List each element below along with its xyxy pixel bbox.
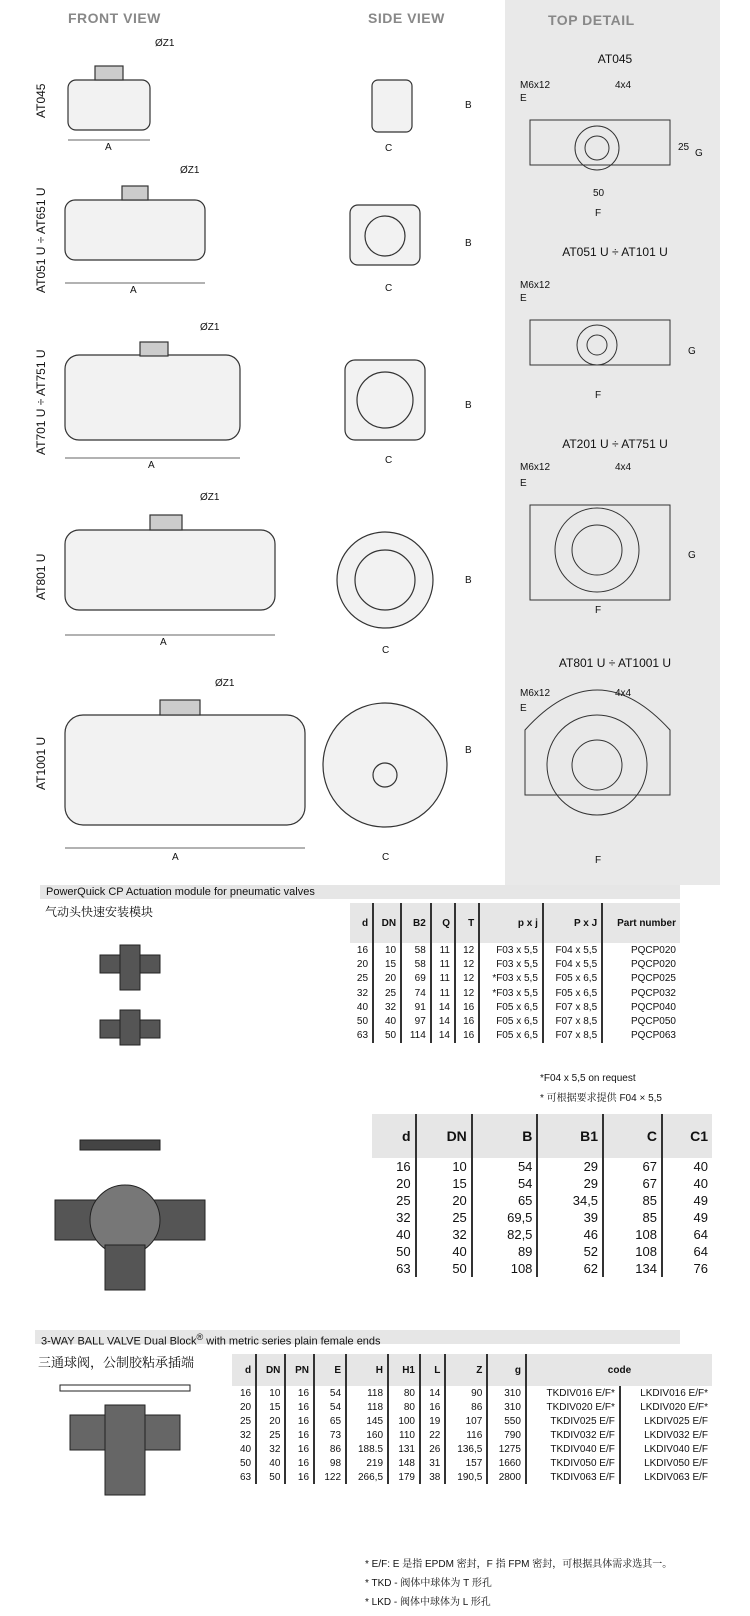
table-row xyxy=(350,957,680,971)
col-header: E xyxy=(314,1354,346,1386)
table-cell: 179 xyxy=(388,1470,420,1484)
dim-m: M6x12 xyxy=(520,688,551,699)
dim-e: E xyxy=(520,293,527,304)
table-cell: 82,5 xyxy=(472,1226,538,1243)
note: *F04 x 5,5 on request xyxy=(540,1073,636,1084)
dim-g: G xyxy=(695,148,703,159)
table-cell: 69 xyxy=(401,972,431,986)
table-cell: F05 x 6,5 xyxy=(479,1029,543,1043)
table-cell: 50 xyxy=(416,1260,472,1277)
table-cell: 11 xyxy=(431,986,455,1000)
table-cell: 16 xyxy=(285,1400,314,1414)
table-cell: TKDIV025 E/F xyxy=(526,1414,620,1428)
table-cell: LKDIV025 E/F xyxy=(620,1414,712,1428)
dim-e: E xyxy=(520,93,527,104)
dim-z1: ØZ1 xyxy=(180,165,200,176)
table-cell: 219 xyxy=(346,1456,388,1470)
table-cell: 14 xyxy=(431,1000,455,1014)
table-cell: 64 xyxy=(662,1243,712,1260)
table-row xyxy=(372,1158,712,1175)
dim-g: G xyxy=(688,550,696,561)
table-cell: 16 xyxy=(285,1386,314,1400)
col-header: PN xyxy=(285,1354,314,1386)
note: * LKD - 阀体中球体为 L 形孔 xyxy=(365,1597,491,1608)
col-header: d xyxy=(372,1114,416,1158)
table-row xyxy=(232,1400,712,1414)
dim-m: M6x12 xyxy=(520,80,551,91)
side-view-header: SIDE VIEW xyxy=(368,10,445,26)
table-cell: 34,5 xyxy=(537,1192,603,1209)
col-header: B2 xyxy=(401,903,431,943)
table-row xyxy=(232,1386,712,1400)
table-cell: 16 xyxy=(285,1414,314,1428)
dim-f: F xyxy=(595,855,602,866)
table-cell: 74 xyxy=(401,986,431,1000)
model-label: AT1001 U xyxy=(34,736,48,790)
dim-m: M6x12 xyxy=(520,462,551,473)
col-header: g xyxy=(487,1354,526,1386)
table-cell: F04 x 5,5 xyxy=(543,957,602,971)
table-cell: F05 x 6,5 xyxy=(543,972,602,986)
table-cell: 32 xyxy=(373,1000,401,1014)
dim-c: C xyxy=(385,283,393,294)
dim-f: F xyxy=(595,390,602,401)
table-cell: 50 xyxy=(239,1457,252,1469)
dim-z1: ØZ1 xyxy=(215,678,235,689)
table-cell: 50 xyxy=(356,1016,369,1028)
dim-b: B xyxy=(465,745,472,756)
table-cell: 54 xyxy=(314,1386,346,1400)
table-cell: 97 xyxy=(401,1014,431,1028)
table-cell: F07 x 8,5 xyxy=(543,1000,602,1014)
table-cell: 16 xyxy=(285,1442,314,1456)
table-cell: 32 xyxy=(239,1429,252,1441)
table-row xyxy=(372,1192,712,1209)
table-cell: 16 xyxy=(285,1428,314,1442)
table-cell: 10 xyxy=(373,943,401,957)
pqcp-table xyxy=(350,903,680,1043)
table-row xyxy=(232,1442,712,1456)
table-cell: 134 xyxy=(603,1260,662,1277)
table-row xyxy=(372,1243,712,1260)
table-cell: 16 xyxy=(356,944,369,956)
table-row xyxy=(372,1226,712,1243)
table-cell: TKDIV063 E/F xyxy=(526,1470,620,1484)
table-row xyxy=(232,1428,712,1442)
table-cell: 16 xyxy=(239,1387,252,1399)
table-cell: 67 xyxy=(603,1158,662,1175)
table-cell: 40 xyxy=(662,1158,712,1175)
table-cell: 67 xyxy=(603,1175,662,1192)
table-cell: 50 xyxy=(396,1244,411,1259)
table-cell: 114 xyxy=(401,1029,431,1043)
dim-a: A xyxy=(148,460,155,471)
table-cell: 91 xyxy=(401,1000,431,1014)
section1-title: PowerQuick CP Actuation module for pneumatic valves xyxy=(40,885,680,899)
table-cell: TKDIV020 E/F* xyxy=(526,1400,620,1414)
table-cell: 58 xyxy=(401,943,431,957)
actuator-drawings xyxy=(0,0,500,880)
col-header: DN xyxy=(256,1354,285,1386)
three-way-valve-table xyxy=(232,1354,712,1484)
table-cell: 20 xyxy=(396,1176,411,1191)
table-cell: LKDIV040 E/F xyxy=(620,1442,712,1456)
table-cell: 54 xyxy=(472,1175,538,1192)
table-cell: 25 xyxy=(396,1193,411,1208)
table-cell: 64 xyxy=(662,1226,712,1243)
table-cell: 188.5 xyxy=(346,1442,388,1456)
table-cell: 310 xyxy=(487,1386,526,1400)
table-cell: 32 xyxy=(416,1226,472,1243)
three-way-valve-drawing xyxy=(40,1375,220,1555)
col-header: B1 xyxy=(537,1114,603,1158)
table-cell: 50 xyxy=(373,1029,401,1043)
table-cell: 148 xyxy=(388,1456,420,1470)
table-cell: 20 xyxy=(256,1414,285,1428)
table-cell: 131 xyxy=(388,1442,420,1456)
table-cell: 14 xyxy=(431,1014,455,1028)
table-cell: F04 x 5,5 xyxy=(543,943,602,957)
table-row xyxy=(350,1029,680,1043)
table-cell: F05 x 6,5 xyxy=(479,1014,543,1028)
col-header: C xyxy=(603,1114,662,1158)
table-row xyxy=(372,1260,712,1277)
table-cell: 110 xyxy=(388,1428,420,1442)
note: * 可根据要求提供 F04 × 5,5 xyxy=(540,1093,662,1104)
table-cell: 550 xyxy=(487,1414,526,1428)
top-detail-title: AT201 U ÷ AT751 U xyxy=(562,437,668,451)
table-cell: 157 xyxy=(445,1456,487,1470)
table-cell: PQCP020 xyxy=(602,943,680,957)
table-cell: 145 xyxy=(346,1414,388,1428)
table-cell: 10 xyxy=(416,1158,472,1175)
dim-sq: 4x4 xyxy=(615,80,632,91)
table-cell: 16 xyxy=(455,1014,479,1028)
table-row xyxy=(372,1209,712,1226)
table-cell: PQCP040 xyxy=(602,1000,680,1014)
table-cell: 1660 xyxy=(487,1456,526,1470)
col-header: code xyxy=(526,1354,712,1386)
table-cell: PQCP063 xyxy=(602,1029,680,1043)
registered-mark: ® xyxy=(196,1332,204,1342)
table-cell: 22 xyxy=(420,1428,445,1442)
table-row xyxy=(350,1014,680,1028)
table-cell: 86 xyxy=(314,1442,346,1456)
table-cell: 266,5 xyxy=(346,1470,388,1484)
table-cell: 25 xyxy=(356,973,369,985)
table-cell: LKDIV032 E/F xyxy=(620,1428,712,1442)
table-cell: 40 xyxy=(356,1001,369,1013)
dim-b: B xyxy=(465,575,472,586)
table-cell: 40 xyxy=(396,1227,411,1242)
dim-f: F xyxy=(595,208,602,219)
col-header: d xyxy=(232,1354,256,1386)
table-cell: LKDIV020 E/F* xyxy=(620,1400,712,1414)
col-header: Part number xyxy=(602,903,680,943)
col-header: Q xyxy=(431,903,455,943)
dim-b: B xyxy=(465,400,472,411)
section1-subtitle: 气动头快速安装模块 xyxy=(45,905,154,919)
table-cell: 90 xyxy=(445,1386,487,1400)
col-header: H1 xyxy=(388,1354,420,1386)
table-cell: 80 xyxy=(388,1386,420,1400)
table-cell: TKDIV016 E/F* xyxy=(526,1386,620,1400)
table-cell: 20 xyxy=(373,972,401,986)
model-label: AT701 U ÷ AT751 U xyxy=(34,349,48,455)
table-cell: 190,5 xyxy=(445,1470,487,1484)
table-cell: 16 xyxy=(396,1159,411,1174)
table-cell: 16 xyxy=(285,1456,314,1470)
model-label: AT051 U ÷ AT651 U xyxy=(34,187,48,293)
dim-f: F xyxy=(595,605,602,616)
table-cell: 31 xyxy=(420,1456,445,1470)
table-cell: 63 xyxy=(239,1471,252,1483)
table-cell: 108 xyxy=(472,1260,538,1277)
col-header: DN xyxy=(373,903,401,943)
table-cell: 40 xyxy=(256,1456,285,1470)
table-cell: 54 xyxy=(314,1400,346,1414)
table-cell: 54 xyxy=(472,1158,538,1175)
model-label: AT801 U xyxy=(34,553,48,600)
dim-g: G xyxy=(688,346,696,357)
table-cell: 69,5 xyxy=(472,1209,538,1226)
table-cell: 11 xyxy=(431,943,455,957)
table-cell: PQCP025 xyxy=(602,972,680,986)
model-label: AT045 xyxy=(34,83,48,118)
top-detail-header: TOP DETAIL xyxy=(548,12,635,28)
dim-e: E xyxy=(520,703,527,714)
dim-a: A xyxy=(105,142,112,153)
front-view-header: FRONT VIEW xyxy=(68,10,161,26)
table-cell: 136,5 xyxy=(445,1442,487,1456)
table-cell: 29 xyxy=(537,1175,603,1192)
table-cell: 16 xyxy=(455,1000,479,1014)
col-header: T xyxy=(455,903,479,943)
table-cell: 63 xyxy=(396,1261,411,1276)
col-header: P x J xyxy=(543,903,602,943)
dim-b: B xyxy=(465,238,472,249)
table-cell: 25 xyxy=(373,986,401,1000)
col-header: H xyxy=(346,1354,388,1386)
table-cell: 32 xyxy=(256,1442,285,1456)
table-row xyxy=(232,1456,712,1470)
table-cell: 10 xyxy=(256,1386,285,1400)
table-cell: TKDIV050 E/F xyxy=(526,1456,620,1470)
table-cell: 25 xyxy=(256,1428,285,1442)
col-header: L xyxy=(420,1354,445,1386)
table-row xyxy=(350,972,680,986)
dim-c: C xyxy=(385,143,393,154)
table-cell: 107 xyxy=(445,1414,487,1428)
table-cell: 85 xyxy=(603,1209,662,1226)
table-cell: 19 xyxy=(420,1414,445,1428)
section3-title-main: 3-WAY BALL VALVE Dual Block xyxy=(41,1335,197,1348)
table-cell: 16 xyxy=(455,1029,479,1043)
table-cell: 116 xyxy=(445,1428,487,1442)
table-cell: 20 xyxy=(239,1401,252,1413)
table-cell: 32 xyxy=(396,1210,411,1225)
dim-sq: 4x4 xyxy=(615,688,632,699)
table-cell: F03 x 5,5 xyxy=(479,943,543,957)
pqcp-module-drawing xyxy=(85,925,175,1065)
table-cell: 108 xyxy=(603,1226,662,1243)
dim-e: E xyxy=(520,478,527,489)
table-cell: 100 xyxy=(388,1414,420,1428)
table-cell: 29 xyxy=(537,1158,603,1175)
ball-valve-table xyxy=(372,1114,712,1277)
table-cell: 76 xyxy=(662,1260,712,1277)
table-cell: 122 xyxy=(314,1470,346,1484)
table-cell: 85 xyxy=(603,1192,662,1209)
table-cell: 160 xyxy=(346,1428,388,1442)
table-cell: 11 xyxy=(431,957,455,971)
table-cell: 118 xyxy=(346,1386,388,1400)
dim-a: A xyxy=(172,852,179,863)
table-cell: 790 xyxy=(487,1428,526,1442)
col-header: Z xyxy=(445,1354,487,1386)
table-cell: 20 xyxy=(416,1192,472,1209)
dim-sq: 4x4 xyxy=(615,462,632,473)
table-cell: F05 x 6,5 xyxy=(543,986,602,1000)
table-cell: 46 xyxy=(537,1226,603,1243)
table-cell: 15 xyxy=(256,1400,285,1414)
table-cell: 98 xyxy=(314,1456,346,1470)
dim-a: A xyxy=(160,637,167,648)
table-row xyxy=(232,1414,712,1428)
table-cell: PQCP050 xyxy=(602,1014,680,1028)
table-cell: 50 xyxy=(256,1470,285,1484)
table-cell: 80 xyxy=(388,1400,420,1414)
top-detail-title: AT051 U ÷ AT101 U xyxy=(562,245,668,259)
table-cell: 89 xyxy=(472,1243,538,1260)
col-header: p x j xyxy=(479,903,543,943)
table-cell: 16 xyxy=(285,1470,314,1484)
dim-z1: ØZ1 xyxy=(200,492,220,503)
table-row xyxy=(372,1175,712,1192)
top-detail-title: AT045 xyxy=(597,52,633,66)
section3-subtitle: 三通球阀，公制胶粘承插端 xyxy=(38,1355,195,1370)
table-cell: 58 xyxy=(401,957,431,971)
top-detail-drawings xyxy=(505,0,720,885)
table-cell: *F03 x 5,5 xyxy=(479,986,543,1000)
table-cell: 108 xyxy=(603,1243,662,1260)
table-cell: 40 xyxy=(416,1243,472,1260)
table-cell: 38 xyxy=(420,1470,445,1484)
note: * TKD - 阀体中球体为 T 形孔 xyxy=(365,1578,492,1589)
dim-c: C xyxy=(382,645,390,656)
table-cell: 32 xyxy=(356,987,369,999)
table-cell: 73 xyxy=(314,1428,346,1442)
dim-c: C xyxy=(385,455,393,466)
table-cell: PQCP020 xyxy=(602,957,680,971)
dim-z1: ØZ1 xyxy=(200,322,220,333)
table-row xyxy=(232,1470,712,1484)
table-cell: 40 xyxy=(373,1014,401,1028)
note: * E/F: E 是指 EPDM 密封，F 指 FPM 密封，可根据具体需求选其一。 xyxy=(365,1559,673,1570)
table-row xyxy=(350,943,680,957)
dim-25: 25 xyxy=(678,142,690,153)
dim-z1: ØZ1 xyxy=(155,38,175,49)
table-cell: 52 xyxy=(537,1243,603,1260)
table-cell: 65 xyxy=(314,1414,346,1428)
dim-a: A xyxy=(130,285,137,296)
table-cell: 12 xyxy=(455,986,479,1000)
table-cell: 14 xyxy=(431,1029,455,1043)
dim-c: C xyxy=(382,852,390,863)
table-cell: *F03 x 5,5 xyxy=(479,972,543,986)
table-cell: LKDIV016 E/F* xyxy=(620,1386,712,1400)
table-cell: 15 xyxy=(416,1175,472,1192)
table-cell: F03 x 5,5 xyxy=(479,957,543,971)
col-header: B xyxy=(472,1114,538,1158)
table-cell: 12 xyxy=(455,972,479,986)
table-cell: 1275 xyxy=(487,1442,526,1456)
table-cell: 12 xyxy=(455,943,479,957)
table-cell: 16 xyxy=(420,1400,445,1414)
dim-b: B xyxy=(465,100,472,111)
table-cell: 26 xyxy=(420,1442,445,1456)
table-cell: 14 xyxy=(420,1386,445,1400)
table-cell: 49 xyxy=(662,1209,712,1226)
col-header: C1 xyxy=(662,1114,712,1158)
table-cell: 12 xyxy=(455,957,479,971)
table-cell: LKDIV050 E/F xyxy=(620,1456,712,1470)
table-cell: 39 xyxy=(537,1209,603,1226)
table-cell: TKDIV040 E/F xyxy=(526,1442,620,1456)
table-cell: 11 xyxy=(431,972,455,986)
table-row xyxy=(350,986,680,1000)
ball-valve-drawing xyxy=(25,1120,225,1320)
table-cell: 25 xyxy=(239,1415,252,1427)
table-cell: 62 xyxy=(537,1260,603,1277)
table-cell: PQCP032 xyxy=(602,986,680,1000)
table-cell: F07 x 8,5 xyxy=(543,1029,602,1043)
dim-50: 50 xyxy=(593,188,605,199)
col-header: DN xyxy=(416,1114,472,1158)
table-cell: 65 xyxy=(472,1192,538,1209)
table-cell: 25 xyxy=(416,1209,472,1226)
section3-title xyxy=(35,1330,680,1348)
table-cell: 15 xyxy=(373,957,401,971)
table-cell: 86 xyxy=(445,1400,487,1414)
table-cell: 40 xyxy=(239,1443,252,1455)
table-cell: F07 x 8,5 xyxy=(543,1014,602,1028)
top-detail-title: AT801 U ÷ AT1001 U xyxy=(558,656,672,670)
col-header: d xyxy=(350,903,373,943)
table-cell: 40 xyxy=(662,1175,712,1192)
dim-m: M6x12 xyxy=(520,280,551,291)
table-cell: 310 xyxy=(487,1400,526,1414)
table-cell: TKDIV032 E/F xyxy=(526,1428,620,1442)
table-cell: 20 xyxy=(356,958,369,970)
table-cell: 2800 xyxy=(487,1470,526,1484)
table-cell: F05 x 6,5 xyxy=(479,1000,543,1014)
section3-title-rest: with metric series plain female ends xyxy=(203,1335,381,1348)
table-row xyxy=(350,1000,680,1014)
table-cell: 49 xyxy=(662,1192,712,1209)
table-cell: 118 xyxy=(346,1400,388,1414)
table-cell: 63 xyxy=(356,1030,369,1042)
table-cell: LKDIV063 E/F xyxy=(620,1470,712,1484)
